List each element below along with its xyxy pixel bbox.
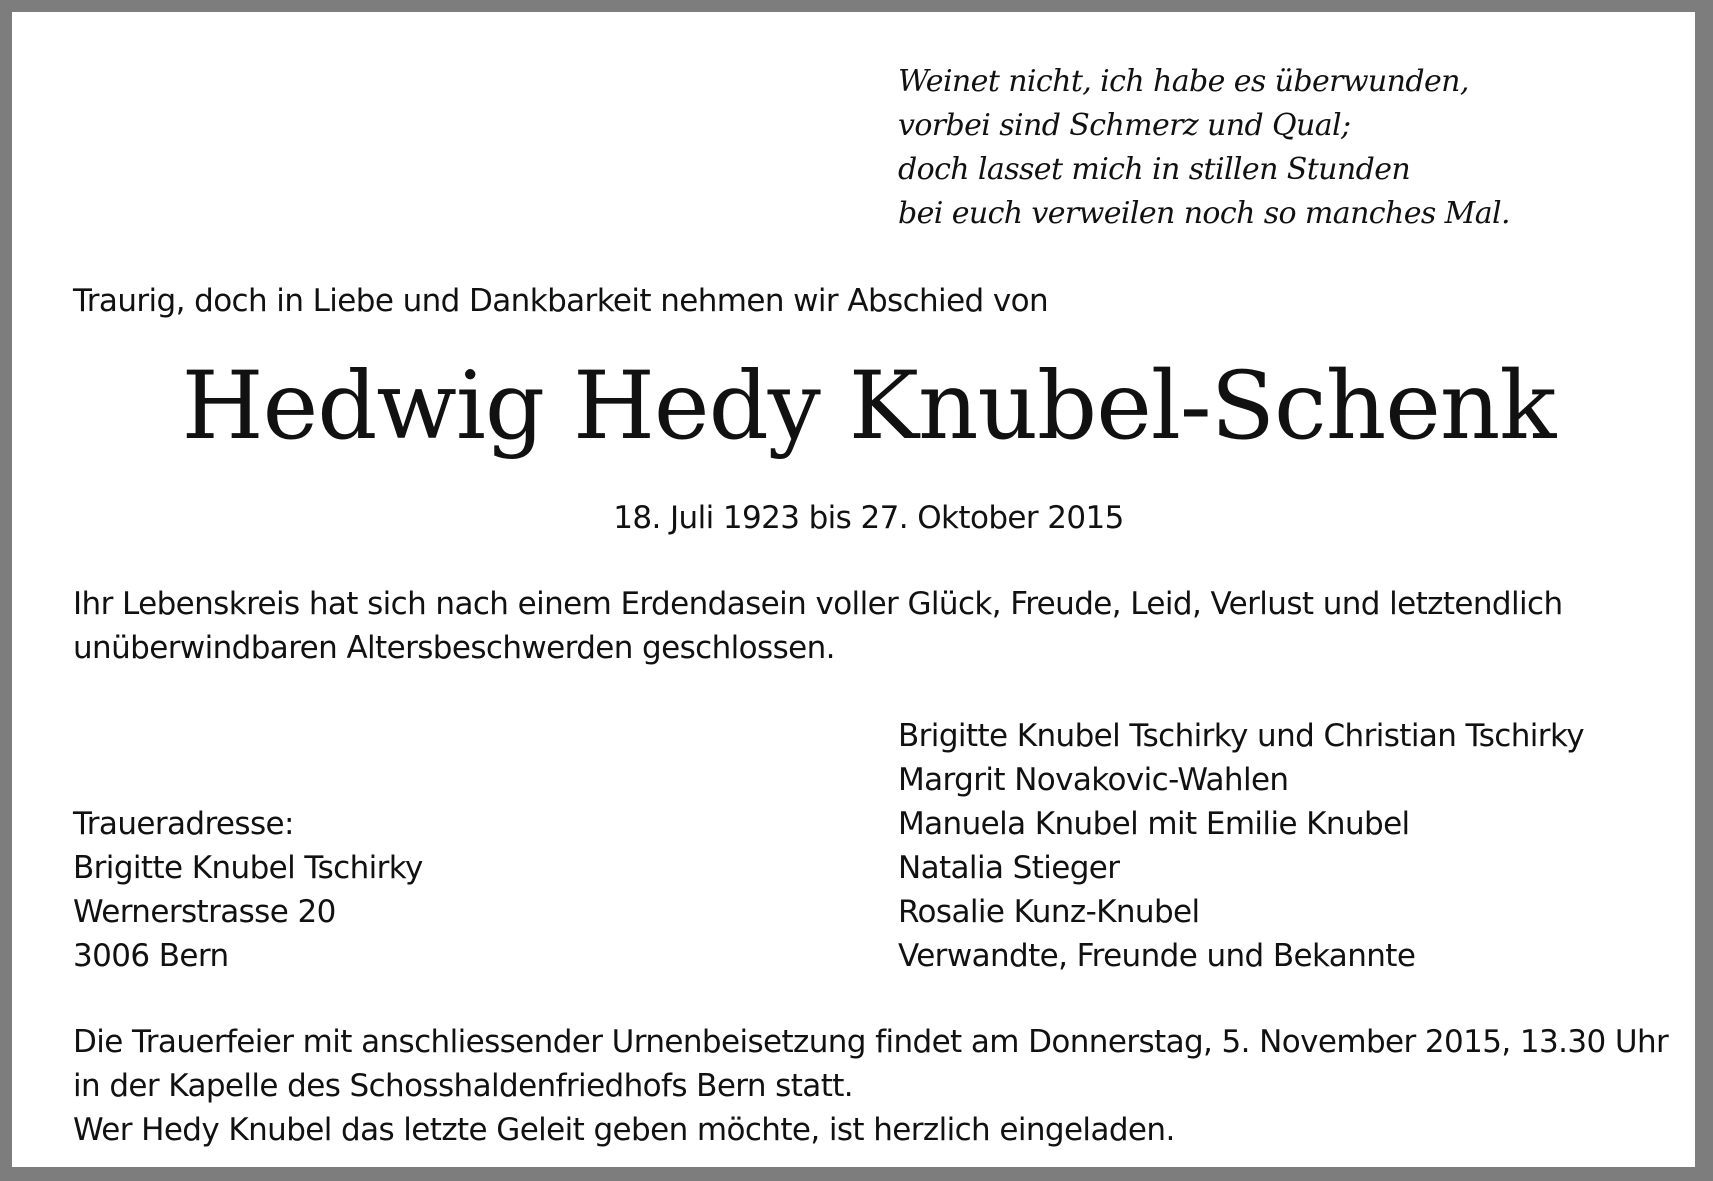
mourner: Natalia Stieger [898, 850, 1120, 886]
poem [898, 60, 1510, 236]
body-line: unüberwindbaren Altersbeschwerden geschlossen. [73, 630, 835, 666]
poem-line: vorbei sind Schmerz und Qual; [898, 108, 1351, 143]
mourner: Verwandte, Freunde und Bekannte [898, 938, 1416, 974]
ceremony-line: in der Kapelle des Schosshaldenfriedhofs Bern statt. [73, 1068, 854, 1104]
ceremony-line: Die Trauerfeier mit anschliessender Urnenbeisetzung findet am Donnerstag, 5. November 2015, 13.30 Uhr [73, 1024, 1669, 1060]
intro-text: Traurig, doch in Liebe und Dankbarkeit nehmen wir Abschied von [73, 283, 1049, 319]
mourner: Manuela Knubel mit Emilie Knubel [898, 806, 1410, 842]
deceased-name: Hedwig Hedy Knubel-Schenk [181, 352, 1556, 461]
mourner: Rosalie Kunz-Knubel [898, 894, 1200, 930]
address-name: Brigitte Knubel Tschirky [73, 850, 423, 886]
mourner: Margrit Novakovic-Wahlen [898, 762, 1289, 798]
body-line: Ihr Lebenskreis hat sich nach einem Erdendasein voller Glück, Freude, Leid, Verlust und letztendlich [73, 586, 1563, 622]
poem-line: Weinet nicht, ich habe es überwunden, [898, 64, 1469, 99]
poem-line: bei euch verweilen noch so manches Mal. [898, 196, 1510, 231]
ceremony-info [73, 1020, 1673, 1152]
mourning-address [73, 802, 423, 978]
body-paragraph [73, 582, 1673, 670]
mourner: Brigitte Knubel Tschirky und Christian Tschirky [898, 718, 1584, 754]
life-dates: 18. Juli 1923 bis 27. Oktober 2015 [613, 500, 1124, 536]
ceremony-line: Wer Hedy Knubel das letzte Geleit geben möchte, ist herzlich eingeladen. [73, 1112, 1175, 1148]
address-city: 3006 Bern [73, 938, 229, 974]
address-street: Wernerstrasse 20 [73, 894, 336, 930]
address-label: Traueradresse: [73, 806, 294, 842]
mourners-list [898, 714, 1584, 978]
poem-line: doch lasset mich in stillen Stunden [898, 152, 1411, 187]
